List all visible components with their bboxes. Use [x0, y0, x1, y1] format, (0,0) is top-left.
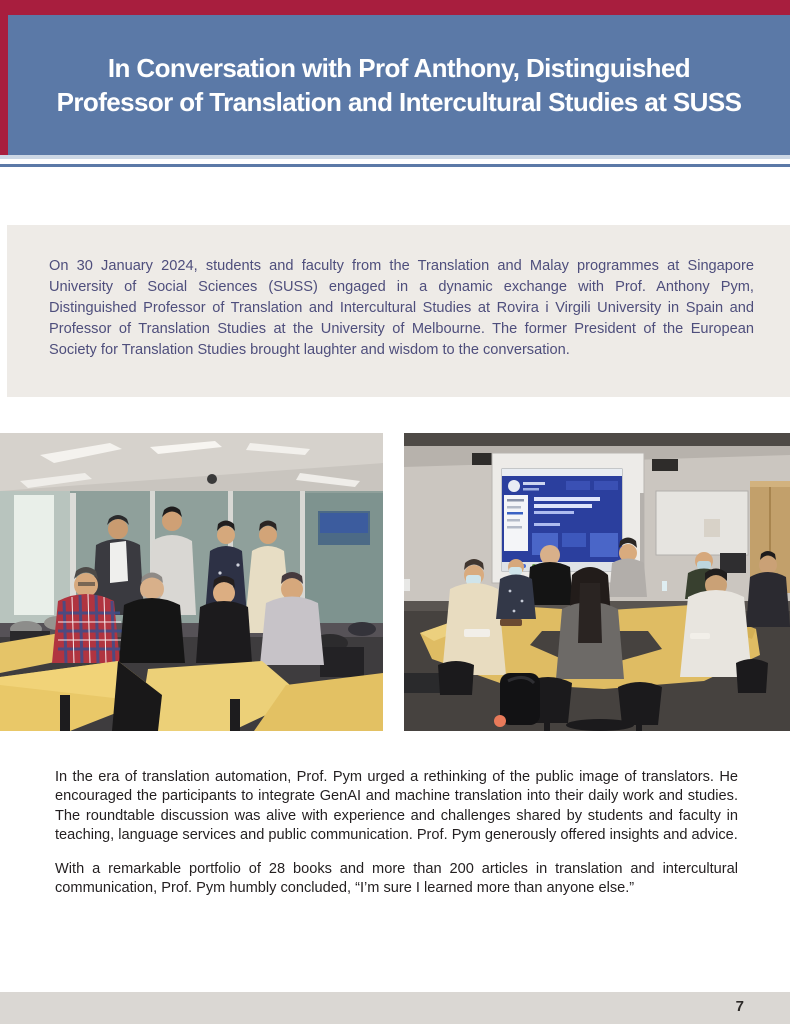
left-accent-stripe: [0, 0, 8, 155]
intro-paragraph: On 30 January 2024, students and faculty from the Translation and Malay programmes at Singapore University of Social Sciences (SUSS) engaged in a dynamic exchange with Prof. Anthony Pym, Distinguished Professor of Translation and Intercultural Studies at Rovira i Virgili University in Spain and Professor of Translation Studies at the University of Melbourne. The former President of the European Society for Translation Studies brought laughter and wisdom to the conversation.: [49, 258, 754, 358]
body-paragraph-1: In the era of translation automation, Prof. Pym urged a rethinking of the public image of translators. He encouraged the participants to integrate GenAI and machine translation into their daily work and studies. The roundtable discussion was alive with experience and challenges shared by students and faculty in teaching, language services and public communication. Prof. Pym generously offered insights and advice.: [55, 769, 738, 844]
top-accent-bar: [0, 0, 790, 15]
header-underline-rule: [0, 164, 790, 167]
roundtable-photo-illustration: [404, 433, 790, 731]
header-underline-light: [0, 155, 790, 159]
page-number: 7: [735, 998, 744, 1015]
page-title: [8, 51, 790, 119]
article-body: [55, 768, 738, 898]
body-paragraph-2: With a remarkable portfolio of 28 books and more than 200 articles in translation and intercultural communication, Prof. Pym humbly concluded, “I’m sure I learned more than anyone else.”: [55, 860, 738, 897]
backpack: [494, 673, 540, 727]
intro-callout-box: [7, 225, 790, 397]
page-title-line2: Professor of Translation and Intercultural Studies at SUSS: [56, 87, 742, 117]
page-title-line1: In Conversation with Prof Anthony, Distinguished: [107, 53, 691, 83]
article-header: [8, 15, 790, 155]
group-photo-illustration: [0, 433, 383, 731]
roundtable-photo: [404, 433, 790, 731]
group-photo: [0, 433, 383, 731]
footer-bar: [0, 992, 790, 1024]
